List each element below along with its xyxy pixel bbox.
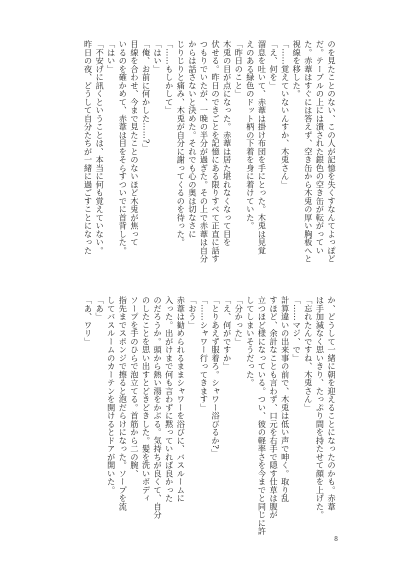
bottom-text-line: 立つほど様になっている。つい、彼の軽率さを今までと同じに許 [257,296,268,536]
bottom-text-line: 計算違いの出来事の前で、木兎は低い声で呻く。取り乱 [280,296,291,503]
top-text-line: 「昨日のこと」 [234,40,245,98]
bottom-text-line: 「とりあえず服着ろ。シャワー浴びるか?」 [211,296,222,458]
top-text-line: 「え、何を」 [269,40,280,90]
top-text-line: のを見たことのない、この人が記憶を失くすなんてよっぽど [327,40,337,263]
top-text-line: た。赤葦はすぐには答えず、空き缶から木兎の厚い胸板へと [303,40,314,263]
bottom-text-line: 「おう」 [187,296,198,329]
top-text-line: 「はい」 [153,40,164,73]
top-text-line: 「俺、お前に何かした……?」 [141,40,152,152]
top-text-line: つもりでいたが、一晩の半分が過ぎた。その上で赤葦は自分 [199,40,210,263]
bottom-text-line: のしたことを思い出すとどきどきした。髪を洗いボディ [141,296,152,503]
top-text-line: だ。テーブルの上には潰された銀色の空き缶が転がってい [315,40,326,255]
bottom-text-line: 「忘れたんですね、木兎さん」 [303,296,314,412]
top-text-line: えのある緑色のドット柄の下着を身に着けていた。 [245,40,256,230]
top-text-line: 「……覚えていないんすか、木兎さん」 [280,40,291,189]
bottom-text-line: 指先までスポンジで擦ると泡だらけになった。ソープを流 [118,296,129,511]
top-text-line: からは話さないと決めた。それでも心の奥は切なさに [187,40,198,238]
bottom-text-line: のだろうか。頭から熱い湯をかぶる。気持ちが良くて、自分 [153,296,164,519]
bottom-text-line: は手加減なく思いきり、たっぷり間を持たせて顔を上げた。 [315,296,326,519]
bottom-text-line: 赤葦は勧められるままシャワーを浴びに、バスルームに [176,296,187,503]
bottom-text-line: か、どうして一緒に朝を迎えることになったのかも。赤葦 [327,296,337,511]
top-text-line: じりじりと痛み、木兎が自分に謝ってくるのを待った。 [176,40,187,247]
top-text-line: 「不安げに訊くということは、本当に何も覚えていない。 [95,40,106,255]
top-text-line: 昨日の夜、どうして自分たちが一緒に過ごすことになった [83,40,94,255]
bottom-text-line: 「あ」 [95,296,106,321]
top-text-line: 木兎の目が点になった。赤葦は居た堪れなくなって目を [222,40,233,247]
top-text-line: 「……もしかして」 [164,40,175,115]
top-text-line: 視線を移した。 [292,40,303,98]
bottom-text-line: 「あ、ワリ」 [83,296,94,346]
bottom-text-line: 「分かった」 [234,296,245,346]
top-text-line: 「はい」 [106,40,117,73]
bottom-text-line: ソープを手のひらで泡立てる。首筋から二の腕、 [129,296,140,478]
bottom-text-line: 「……シャワー行ってきます」 [199,296,210,412]
bottom-text-line: 「……マジ、で」 [292,296,303,362]
top-text-line: 溜息を吐いて、赤葦は掛け布団を手にとった。木兎は見覚 [257,40,268,255]
top-text-line: 目線を合わせ、今まで見たことのないほど木兎が焦って [129,40,140,247]
text-block-top [82,40,337,272]
bottom-text-line: してしまいそうだった。 [245,296,256,387]
top-text-line: 伏せる。昨日のできごとを記憶にある限りすべて正直に話す [211,40,222,263]
text-block-bottom [82,296,337,536]
top-text-line: いるのを確かめて、赤葦は目をそらすついでに首背した。 [118,40,129,255]
bottom-text-line: 入った。出がけまで何も言わずに黙っていれば良かった [164,296,175,503]
bottom-text-line: 「え、何がですか」 [222,296,233,371]
page-number: 8 [334,536,338,543]
bottom-text-line: してバスルームのカーテンを開けるとドアが開いた。 [106,296,117,494]
bottom-text-line: すほど、余計なことも言わず、口元を右手で隠す仕草は腹が [269,296,280,519]
